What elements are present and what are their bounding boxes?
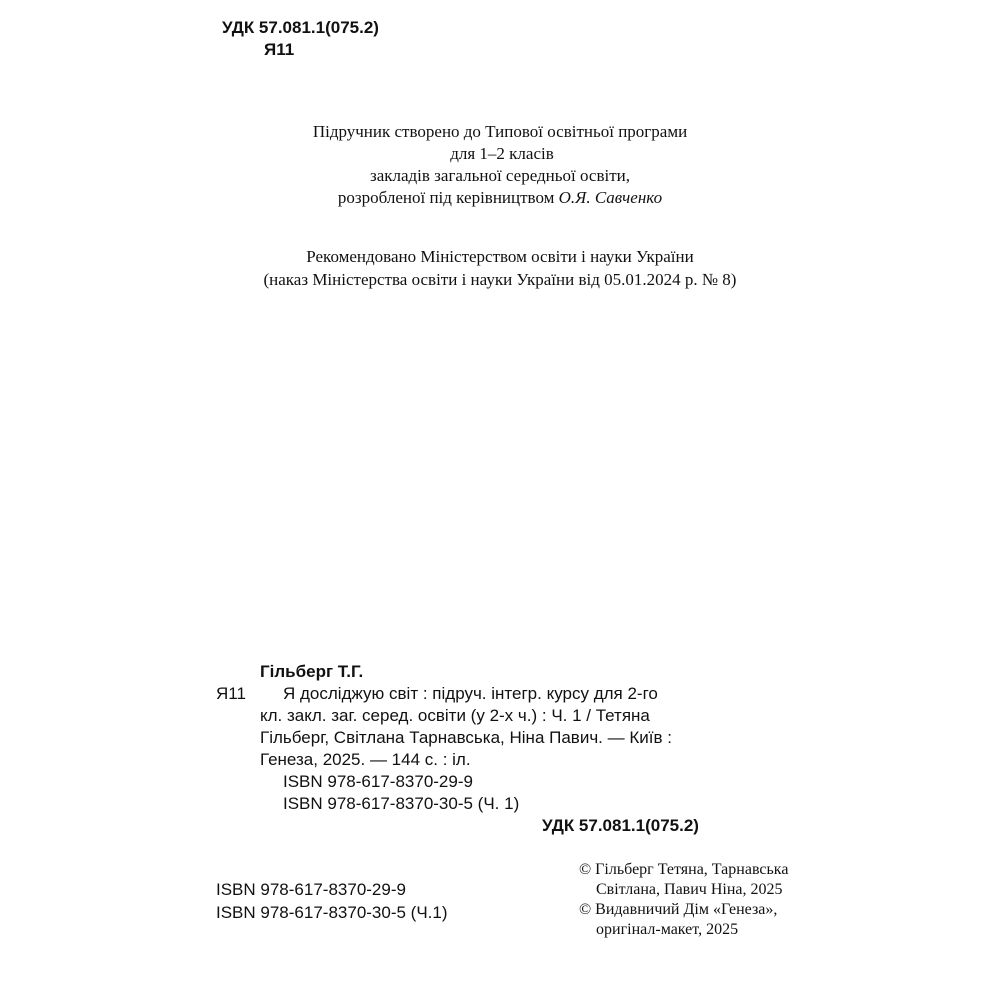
program-note-author: О.Я. Савченко (558, 188, 663, 207)
copyright-line-1: © Гільберг Тетяна, Тарнавська (579, 861, 789, 878)
catalog-code-header: Я11 (264, 40, 295, 59)
catalog-code: Я11 (216, 684, 246, 703)
catalog-isbn-2: ISBN 978-617-8370-30-5 (Ч. 1) (283, 794, 520, 813)
catalog-isbn-1: ISBN 978-617-8370-29-9 (283, 772, 473, 791)
catalog-line-3: Гільберг, Світлана Тарнавська, Ніна Павич. — Київ : (260, 728, 672, 747)
copyright-line-2: Світлана, Павич Ніна, 2025 (596, 881, 783, 898)
catalog-line-2: кл. закл. заг. серед. освіти (у 2-х ч.) : Ч. 1 / Тетяна (260, 706, 650, 725)
program-note-line-3: закладів загальної середньої освіти, (369, 166, 631, 185)
program-note-line-2: для 1–2 класів (450, 144, 554, 163)
recommendation-line-1: Рекомендовано Міністерством освіти і науки України (306, 247, 694, 266)
catalog-line-4: Генеза, 2025. — 144 с. : іл. (260, 750, 471, 769)
catalog-author: Гільберг Т.Г. (260, 662, 364, 681)
copyright-line-3: © Видавничий Дім «Генеза», (579, 901, 778, 918)
program-note-line-4-prefix: розробленої під керівництвом (337, 188, 559, 207)
catalog-line-1: Я досліджую світ : підруч. інтегр. курсу для 2-го (283, 684, 658, 703)
udk-header: УДК 57.081.1(075.2) (222, 18, 379, 37)
recommendation-line-2: (наказ Міністерства освіти і науки України від 05.01.2024 р. № 8) (263, 270, 737, 289)
program-note-line-1: Підручник створено до Типової освітньої програми (312, 122, 688, 141)
footer-isbn-2: ISBN 978-617-8370-30-5 (Ч.1) (216, 903, 448, 922)
copyright-line-4: оригінал-макет, 2025 (596, 921, 739, 938)
footer-isbn-1: ISBN 978-617-8370-29-9 (216, 880, 406, 899)
catalog-udk: УДК 57.081.1(075.2) (542, 816, 699, 835)
program-note-line-4 (0, 188, 1000, 208)
